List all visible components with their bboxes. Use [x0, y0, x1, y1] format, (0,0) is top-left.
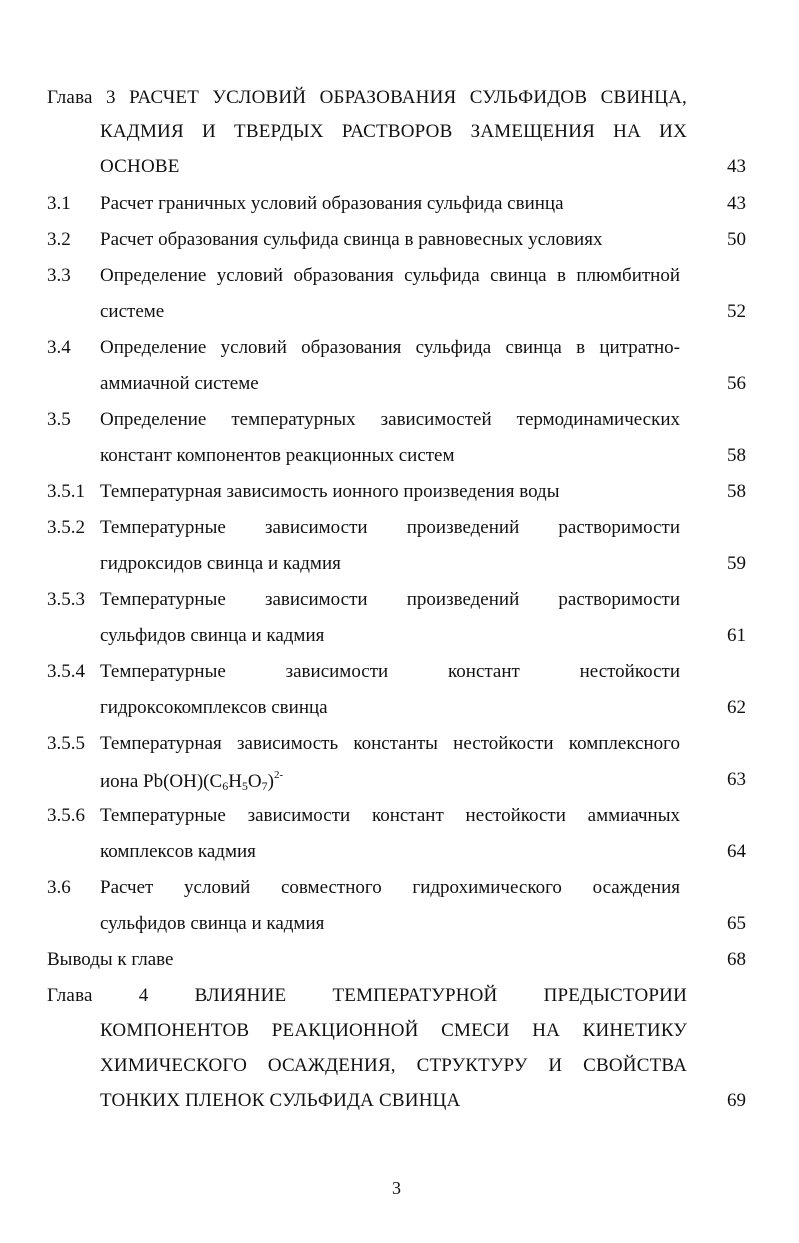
- entry-page: 56: [727, 373, 746, 394]
- chapter4-line1-text: ВЛИЯНИЕ ТЕМПЕРАТУРНОЙ ПРЕДЫСТОРИИ: [194, 985, 688, 1006]
- chapter3-title-line2: КАДМИЯ И ТВЕРДЫХ РАСТВОРОВ ЗАМЕЩЕНИЯ НА ИХ: [100, 121, 687, 142]
- entry-page: 58: [727, 481, 746, 502]
- formula-sub: 5: [241, 779, 248, 793]
- entry-number: 3.5.4: [47, 661, 85, 682]
- entry-title-cont-formula: [100, 769, 283, 794]
- entry-page: 59: [727, 553, 746, 574]
- chapter4-label: Глава 4: [47, 985, 149, 1006]
- entry-number: 3.5.6: [47, 805, 85, 826]
- entry-number: 3.5.3: [47, 589, 85, 610]
- entry-number: 3.4: [47, 337, 71, 358]
- entry-number: 3.6: [47, 877, 71, 898]
- page-number: 3: [392, 1178, 401, 1198]
- entry-title-cont: сульфидов свинца и кадмия: [100, 625, 325, 646]
- formula-part: H: [228, 771, 242, 792]
- chapter3-title-line1: Глава 3 РАСЧЕТ УСЛОВИЙ ОБРАЗОВАНИЯ СУЛЬФИДОВ СВИНЦА,: [47, 87, 687, 108]
- entry-title-cont: гидроксидов свинца и кадмия: [100, 553, 341, 574]
- entry-number: 3.2: [47, 229, 71, 250]
- chapter4-title-line2: КОМПОНЕНТОВ РЕАКЦИОННОЙ СМЕСИ НА КИНЕТИКУ: [100, 1020, 687, 1041]
- formula-part: ): [267, 771, 274, 792]
- entry-page: 58: [727, 445, 746, 466]
- entry-title: Расчет граничных условий образования сульфида свинца: [100, 193, 564, 214]
- entry-number: 3.3: [47, 265, 71, 286]
- entry-title: Температурные зависимости констант нестойкости: [100, 661, 680, 682]
- conclusions-page: 68: [727, 949, 746, 970]
- chapter4-title-line3: ХИМИЧЕСКОГО ОСАЖДЕНИЯ, СТРУКТУРУ И СВОЙСТВА: [100, 1055, 687, 1076]
- entry-page: 43: [727, 193, 746, 214]
- entry-page: 62: [727, 697, 746, 718]
- chapter3-title-line3: ОСНОВЕ: [100, 156, 180, 177]
- entry-page: 64: [727, 841, 746, 862]
- entry-title: Определение условий образования сульфида свинца в плюмбитной: [100, 265, 680, 286]
- conclusions-title: Выводы к главе: [47, 949, 174, 970]
- formula-charge: 2-: [273, 769, 284, 781]
- chapter3-page: 43: [727, 156, 746, 177]
- entry-title: Определение температурных зависимостей термодинамических: [100, 409, 680, 430]
- entry-page: 61: [727, 625, 746, 646]
- entry-title: Температурная зависимость ионного произведения воды: [100, 481, 560, 502]
- formula-sub: 7: [261, 779, 268, 793]
- entry-page: 65: [727, 913, 746, 934]
- entry-title: Расчет образования сульфида свинца в равновесных условиях: [100, 229, 603, 250]
- formula-sub: 6: [222, 779, 229, 793]
- entry-number: 3.5.2: [47, 517, 85, 538]
- entry-title: Расчет условий совместного гидрохимического осаждения: [100, 877, 680, 898]
- entry-title: Определение условий образования сульфида свинца в цитратно-: [100, 337, 680, 358]
- entry-title-cont: комплексов кадмия: [100, 841, 256, 862]
- entry-title: Температурные зависимости произведений растворимости: [100, 589, 680, 610]
- formula-part: O: [247, 771, 262, 792]
- entry-page: 63: [727, 769, 746, 790]
- entry-title: Температурные зависимости произведений растворимости: [100, 517, 680, 538]
- entry-number: 3.5.5: [47, 733, 85, 754]
- entry-number: 3.1: [47, 193, 71, 214]
- entry-number: 3.5: [47, 409, 71, 430]
- entry-title-cont: системе: [100, 301, 165, 322]
- entry-title-cont: гидроксокомплексов свинца: [100, 697, 328, 718]
- chapter4-page: 69: [727, 1090, 746, 1111]
- entry-page: 52: [727, 301, 746, 322]
- chapter4-title-line4: ТОНКИХ ПЛЕНОК СУЛЬФИДА СВИНЦА: [100, 1090, 461, 1111]
- entry-page: 50: [727, 229, 746, 250]
- entry-title-cont: аммиачной системе: [100, 373, 259, 394]
- entry-title-cont: констант компонентов реакционных систем: [100, 445, 455, 466]
- entry-title-cont: сульфидов свинца и кадмия: [100, 913, 325, 934]
- entry-title: Температурные зависимости констант нестойкости аммиачных: [100, 805, 680, 826]
- formula-prefix: иона Pb(OH)(C: [100, 771, 223, 792]
- entry-number: 3.5.1: [47, 481, 85, 502]
- entry-title: Температурная зависимость константы нестойкости комплексного: [100, 733, 680, 754]
- chapter4-title-line1: [47, 985, 687, 1007]
